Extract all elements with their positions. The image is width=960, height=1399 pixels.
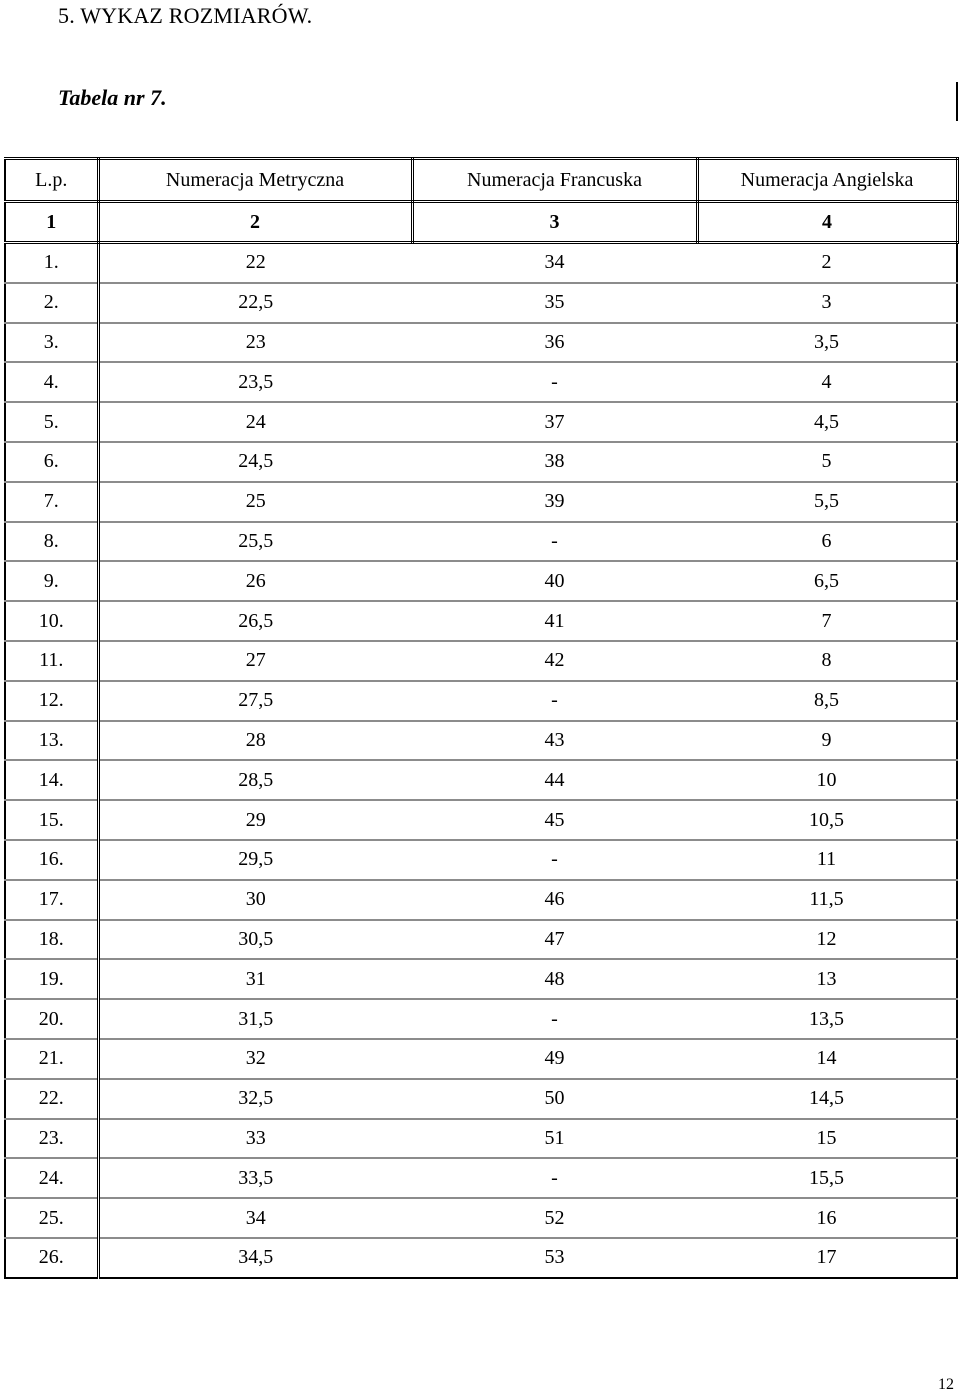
cell-english: 11,5 bbox=[697, 880, 957, 920]
table-row bbox=[5, 760, 957, 800]
cell-metric: 24 bbox=[98, 402, 412, 442]
cell-english: 10 bbox=[697, 760, 957, 800]
cell-english: 9 bbox=[697, 721, 957, 761]
table-row bbox=[5, 522, 957, 562]
cell-metric: 31 bbox=[98, 959, 412, 999]
size-chart-table bbox=[4, 157, 959, 1279]
cell-english: 4 bbox=[697, 362, 957, 402]
cell-english: 14 bbox=[697, 1039, 957, 1079]
cell-french: - bbox=[412, 999, 697, 1039]
cell-lp: 1. bbox=[5, 243, 98, 283]
cell-english: 17 bbox=[697, 1238, 957, 1278]
cell-lp: 22. bbox=[5, 1079, 98, 1119]
cell-french: - bbox=[412, 681, 697, 721]
cell-metric: 26,5 bbox=[98, 601, 412, 641]
cell-lp: 17. bbox=[5, 880, 98, 920]
cell-french: 39 bbox=[412, 482, 697, 522]
cell-lp: 19. bbox=[5, 959, 98, 999]
cell-metric: 27 bbox=[98, 641, 412, 681]
cell-french: 42 bbox=[412, 641, 697, 681]
table-row bbox=[5, 243, 957, 283]
cell-french: 50 bbox=[412, 1079, 697, 1119]
cell-english: 5 bbox=[697, 442, 957, 482]
table-row bbox=[5, 402, 957, 442]
cell-lp: 7. bbox=[5, 482, 98, 522]
cell-french: 47 bbox=[412, 920, 697, 960]
table-row bbox=[5, 1198, 957, 1238]
table-row bbox=[5, 601, 957, 641]
table-row bbox=[5, 442, 957, 482]
table-row bbox=[5, 1039, 957, 1079]
cell-lp: 24. bbox=[5, 1158, 98, 1198]
cell-english: 4,5 bbox=[697, 402, 957, 442]
table-row bbox=[5, 561, 957, 601]
cell-english: 7 bbox=[697, 601, 957, 641]
cell-english: 15 bbox=[697, 1119, 957, 1159]
cell-french: 46 bbox=[412, 880, 697, 920]
table-row bbox=[5, 1119, 957, 1159]
table-row bbox=[5, 681, 957, 721]
cell-lp: 25. bbox=[5, 1198, 98, 1238]
cell-lp: 5. bbox=[5, 402, 98, 442]
cell-metric: 30,5 bbox=[98, 920, 412, 960]
cell-lp: 16. bbox=[5, 840, 98, 880]
cell-french: 34 bbox=[412, 243, 697, 283]
table-row bbox=[5, 1079, 957, 1119]
table-row bbox=[5, 482, 957, 522]
table-row bbox=[5, 1158, 957, 1198]
cell-metric: 33,5 bbox=[98, 1158, 412, 1198]
cell-metric: 33 bbox=[98, 1119, 412, 1159]
cell-metric: 32,5 bbox=[98, 1079, 412, 1119]
cell-french: - bbox=[412, 1158, 697, 1198]
cell-french: - bbox=[412, 362, 697, 402]
cell-french: - bbox=[412, 522, 697, 562]
cell-french: - bbox=[412, 840, 697, 880]
cell-metric: 27,5 bbox=[98, 681, 412, 721]
table-row bbox=[5, 1238, 957, 1278]
cell-lp: 11. bbox=[5, 641, 98, 681]
cell-lp: 21. bbox=[5, 1039, 98, 1079]
table-body bbox=[5, 243, 957, 1278]
cell-metric: 23 bbox=[98, 323, 412, 363]
table-row bbox=[5, 840, 957, 880]
cell-english: 8,5 bbox=[697, 681, 957, 721]
table-row bbox=[5, 800, 957, 840]
cell-french: 49 bbox=[412, 1039, 697, 1079]
table-row bbox=[5, 999, 957, 1039]
cell-metric: 22,5 bbox=[98, 283, 412, 323]
table-row bbox=[5, 641, 957, 681]
cell-french: 44 bbox=[412, 760, 697, 800]
cell-english: 13 bbox=[697, 959, 957, 999]
cell-lp: 12. bbox=[5, 681, 98, 721]
cell-english: 12 bbox=[697, 920, 957, 960]
table-row bbox=[5, 721, 957, 761]
table-caption: Tabela nr 7. bbox=[58, 85, 167, 110]
column-number-1: 1 bbox=[5, 202, 98, 243]
cell-metric: 34,5 bbox=[98, 1238, 412, 1278]
section-title: 5. WYKAZ ROZMIARÓW. bbox=[58, 3, 313, 28]
cell-french: 40 bbox=[412, 561, 697, 601]
column-number-row bbox=[5, 202, 957, 243]
cell-french: 37 bbox=[412, 402, 697, 442]
cell-metric: 34 bbox=[98, 1198, 412, 1238]
cell-metric: 23,5 bbox=[98, 362, 412, 402]
cell-lp: 10. bbox=[5, 601, 98, 641]
cell-metric: 29 bbox=[98, 800, 412, 840]
page-edge-mark bbox=[956, 82, 958, 121]
table-row bbox=[5, 959, 957, 999]
cell-french: 48 bbox=[412, 959, 697, 999]
column-number-3: 3 bbox=[412, 202, 697, 243]
cell-english: 11 bbox=[697, 840, 957, 880]
table-header-row bbox=[5, 159, 957, 202]
cell-french: 52 bbox=[412, 1198, 697, 1238]
cell-metric: 25,5 bbox=[98, 522, 412, 562]
cell-english: 3 bbox=[697, 283, 957, 323]
cell-metric: 30 bbox=[98, 880, 412, 920]
cell-lp: 8. bbox=[5, 522, 98, 562]
cell-lp: 6. bbox=[5, 442, 98, 482]
table-row bbox=[5, 283, 957, 323]
cell-metric: 28 bbox=[98, 721, 412, 761]
cell-french: 38 bbox=[412, 442, 697, 482]
cell-english: 6 bbox=[697, 522, 957, 562]
cell-lp: 13. bbox=[5, 721, 98, 761]
table-row bbox=[5, 920, 957, 960]
cell-lp: 9. bbox=[5, 561, 98, 601]
cell-french: 35 bbox=[412, 283, 697, 323]
cell-french: 51 bbox=[412, 1119, 697, 1159]
cell-metric: 26 bbox=[98, 561, 412, 601]
cell-english: 3,5 bbox=[697, 323, 957, 363]
column-number-2: 2 bbox=[98, 202, 412, 243]
cell-english: 16 bbox=[697, 1198, 957, 1238]
cell-english: 15,5 bbox=[697, 1158, 957, 1198]
cell-english: 8 bbox=[697, 641, 957, 681]
cell-lp: 3. bbox=[5, 323, 98, 363]
cell-english: 6,5 bbox=[697, 561, 957, 601]
cell-french: 36 bbox=[412, 323, 697, 363]
table-row bbox=[5, 362, 957, 402]
column-number-4: 4 bbox=[697, 202, 957, 243]
cell-french: 53 bbox=[412, 1238, 697, 1278]
cell-metric: 29,5 bbox=[98, 840, 412, 880]
cell-lp: 4. bbox=[5, 362, 98, 402]
header-english: Numeracja Angielska bbox=[697, 159, 957, 202]
cell-metric: 31,5 bbox=[98, 999, 412, 1039]
cell-lp: 2. bbox=[5, 283, 98, 323]
cell-metric: 25 bbox=[98, 482, 412, 522]
cell-metric: 22 bbox=[98, 243, 412, 283]
cell-lp: 20. bbox=[5, 999, 98, 1039]
cell-lp: 26. bbox=[5, 1238, 98, 1278]
header-metric: Numeracja Metryczna bbox=[98, 159, 412, 202]
header-french: Numeracja Francuska bbox=[412, 159, 697, 202]
page-number: 12 bbox=[938, 1376, 954, 1393]
cell-english: 14,5 bbox=[697, 1079, 957, 1119]
cell-lp: 15. bbox=[5, 800, 98, 840]
header-lp: L.p. bbox=[5, 159, 98, 202]
cell-french: 45 bbox=[412, 800, 697, 840]
cell-english: 5,5 bbox=[697, 482, 957, 522]
cell-french: 43 bbox=[412, 721, 697, 761]
cell-metric: 28,5 bbox=[98, 760, 412, 800]
cell-english: 13,5 bbox=[697, 999, 957, 1039]
cell-metric: 24,5 bbox=[98, 442, 412, 482]
table-row bbox=[5, 323, 957, 363]
cell-lp: 14. bbox=[5, 760, 98, 800]
cell-lp: 18. bbox=[5, 920, 98, 960]
cell-english: 10,5 bbox=[697, 800, 957, 840]
cell-french: 41 bbox=[412, 601, 697, 641]
table-row bbox=[5, 880, 957, 920]
cell-metric: 32 bbox=[98, 1039, 412, 1079]
cell-english: 2 bbox=[697, 243, 957, 283]
cell-lp: 23. bbox=[5, 1119, 98, 1159]
